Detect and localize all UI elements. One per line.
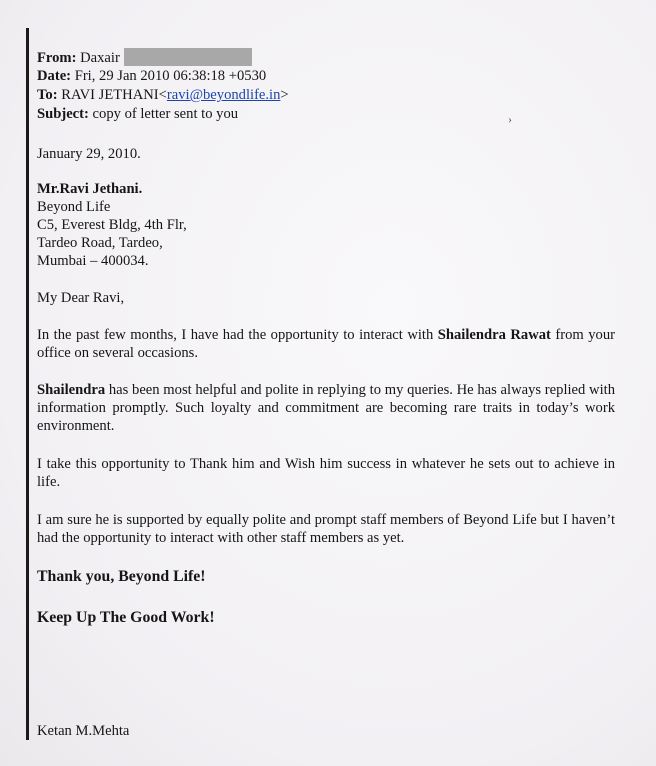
date-value: Fri, 29 Jan 2010 06:38:18 +0530 — [74, 68, 267, 84]
paragraph-1 — [37, 326, 615, 362]
salutation: My Dear Ravi, — [37, 290, 125, 306]
p1-name: Shailendra Rawat — [437, 327, 551, 343]
to-email-link[interactable]: ravi@beyondlife.in — [166, 87, 281, 103]
p1-text-a: In the past few months, I have had the opportunity to interact with — [37, 327, 438, 343]
date-label: Date: — [37, 68, 72, 84]
subject-label: Subject: — [37, 106, 89, 122]
p2-name: Shailendra — [37, 382, 106, 398]
from-value: Daxair — [80, 50, 120, 66]
p2-text: has been most helpful and polite in replying to my queries. He has always replied with information promptly. Such loyalty and commitment are becoming rare traits in today’s work environment. — [37, 382, 615, 434]
date-line — [37, 67, 266, 85]
letter-date: January 29, 2010. — [37, 146, 141, 162]
subject-line — [37, 105, 238, 123]
closing-keep-up: Keep Up The Good Work! — [37, 609, 215, 626]
scan-mark: › — [508, 112, 512, 126]
to-name: RAVI JETHANI< — [61, 87, 167, 103]
address-line-3: Tardeo Road, Tardeo, — [37, 235, 163, 251]
address-line-4: Mumbai – 400034. — [37, 253, 149, 269]
to-label: To: — [37, 87, 58, 103]
address-line-1: Beyond Life — [37, 199, 111, 215]
to-line — [37, 86, 289, 104]
paragraph-4: I am sure he is supported by equally polite and prompt staff members of Beyond Life but I haven’t had the opportunity to interact with other staff members as yet. — [37, 512, 615, 546]
paragraph-2 — [37, 381, 615, 435]
paragraph-3: I take this opportunity to Thank him and Wish him success in whatever he sets out to achieve in life. — [37, 456, 615, 490]
p1-text-b: from your office on several occasions. — [37, 327, 615, 361]
from-line — [37, 48, 252, 67]
signature: Ketan M.Mehta — [37, 723, 130, 739]
recipient-name: Mr.Ravi Jethani. — [37, 181, 143, 197]
subject-value: copy of letter sent to you — [92, 106, 239, 122]
from-label: From: — [37, 50, 77, 66]
address-line-2: C5, Everest Bldg, 4th Flr, — [37, 217, 187, 233]
left-margin-line — [26, 28, 29, 740]
closing-thanks: Thank you, Beyond Life! — [37, 568, 206, 585]
to-close: > — [280, 87, 289, 103]
redaction-block — [124, 48, 252, 66]
